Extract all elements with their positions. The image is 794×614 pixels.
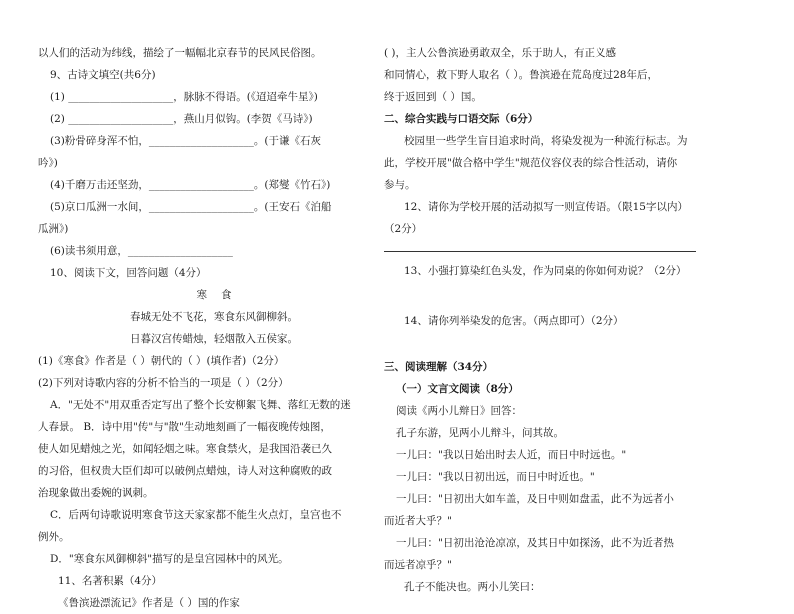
reading-line: 阅读《两小儿辩日》回答： <box>396 405 522 417</box>
poem-title: 寒食 <box>196 289 246 301</box>
fill-blank-4: (4)千磨万击还坚劲，____________________。(郑燮《竹石》) <box>50 179 331 191</box>
text-line: 的习俗，但权贵大臣们却可以破例点蜡烛，诗人对这种腐败的政 <box>38 465 332 477</box>
fill-blank-5: (5)京口瓜洲一水间，____________________。(王安石《泊船 <box>50 201 332 213</box>
option-b: 人春景。 B．诗中用"传"与"散"生动地刻画了一幅夜晚传烛图， <box>38 421 331 433</box>
left-column <box>38 42 390 614</box>
question-12: 12、请你为学校开展的活动拟写一则宣传语。（限15字以内） <box>404 201 688 213</box>
sub-question: (2)下列对诗歌内容的分析不恰当的一项是（ ）（2分） <box>38 377 289 389</box>
text-line: 使人如见蜡烛之光，如闻轻烟之味。寒食禁火，是我国沿袭已久 <box>38 443 332 455</box>
right-column <box>384 42 700 598</box>
text-line: 《鲁滨逊漂流记》作者是（ ）国的作家 <box>58 597 240 609</box>
reading-line: 一儿曰："日初出大如车盖，及日中则如盘盂，此不为远者小 <box>396 493 674 505</box>
question-9-heading: 9、古诗文填空(共6分) <box>50 69 156 81</box>
fill-blank-1: (1) ____________________，脉脉不得语。(《迢迢牵牛星》) <box>50 91 318 103</box>
reading-line: 一儿曰："我以日初出远，而日中时近也。" <box>396 471 595 483</box>
section-2-heading: 二、综合实践与口语交际（6分） <box>384 113 539 125</box>
text-line: 例外。 <box>38 531 70 543</box>
option-c: C．后两句诗歌说明寒食节这天家家都不能生火点灯，皇宫也不 <box>50 509 342 521</box>
text-line: 治现象做出委婉的讽刺。 <box>38 487 154 499</box>
text-line: （2分） <box>384 223 423 235</box>
text-line: 参与。 <box>384 179 416 191</box>
fill-blank-3: (3)粉骨碎身浑不怕，____________________。(于谦《石灰 <box>50 135 321 147</box>
reading-line: 一儿曰："我以日始出时去人近，而日中时远也。" <box>396 449 627 461</box>
fill-blank-2: (2) ____________________，燕山月似钩。(李贺《马诗》) <box>50 113 313 125</box>
question-14: 14、请你列举染发的危害。（两点即可）（2分） <box>404 315 624 327</box>
answer-space <box>384 332 700 356</box>
reading-line: 而近者大乎？" <box>384 515 452 527</box>
reading-line: 一儿曰："日初出沧沧凉凉，及其日中如探汤，此不为近者热 <box>396 537 674 549</box>
text-line: 吟》) <box>38 157 58 169</box>
text-line: 终于返回到（ ）国。 <box>384 91 482 103</box>
answer-line <box>384 240 696 252</box>
reading-line: 孔子东游，见两小儿辩斗，问其故。 <box>396 427 564 439</box>
text-line: 校园里一些学生盲目追求时尚，将染发视为一种流行标志。为 <box>404 135 688 147</box>
poem-line: 日暮汉宫传蜡烛，轻烟散入五侯家。 <box>130 333 298 345</box>
subsection-heading: （一）文言文阅读（8分） <box>396 383 519 395</box>
poem-line: 春城无处不飞花，寒食东风御柳斜。 <box>130 311 298 323</box>
text-line: 和同情心，救下野人取名（ ）。鲁滨逊在荒岛度过28年后， <box>384 69 658 81</box>
reading-line: 孔子不能决也。两小儿笑曰： <box>404 581 541 593</box>
option-d: D．"寒食东风御柳斜"描写的是皇宫园林中的风光。 <box>50 553 289 565</box>
reading-line: 而远者凉乎？" <box>384 559 452 571</box>
option-a: A．"无处不"用双重否定写出了整个长安柳絮飞舞、落红无数的迷 <box>50 399 351 411</box>
text-line: 以人们的活动为纬线，描绘了一幅幅北京春节的民风民俗图。 <box>38 47 322 59</box>
section-3-heading: 三、阅读理解（34分） <box>384 361 494 373</box>
question-10-heading: 10、阅读下文，回答问题（4分） <box>50 267 207 279</box>
question-13: 13、小强打算染红色头发，作为同桌的你如何劝说？（2分） <box>404 265 687 277</box>
fill-blank-6: (6)读书须用意，____________________ <box>50 245 233 257</box>
text-line: 瓜洲》) <box>38 223 69 235</box>
text-line: 此，学校开展"做合格中学生"规范仪容仪表的综合性活动，请你 <box>384 157 678 169</box>
sub-question: (1)《寒食》作者是（ ）朝代的（ ）(填作者)（2分） <box>38 355 285 367</box>
answer-space <box>384 282 700 310</box>
text-line: ( )，主人公鲁滨逊勇敢双全，乐于助人，有正义感 <box>384 47 617 59</box>
question-11-heading: 11、名著积累（4分） <box>58 575 163 587</box>
